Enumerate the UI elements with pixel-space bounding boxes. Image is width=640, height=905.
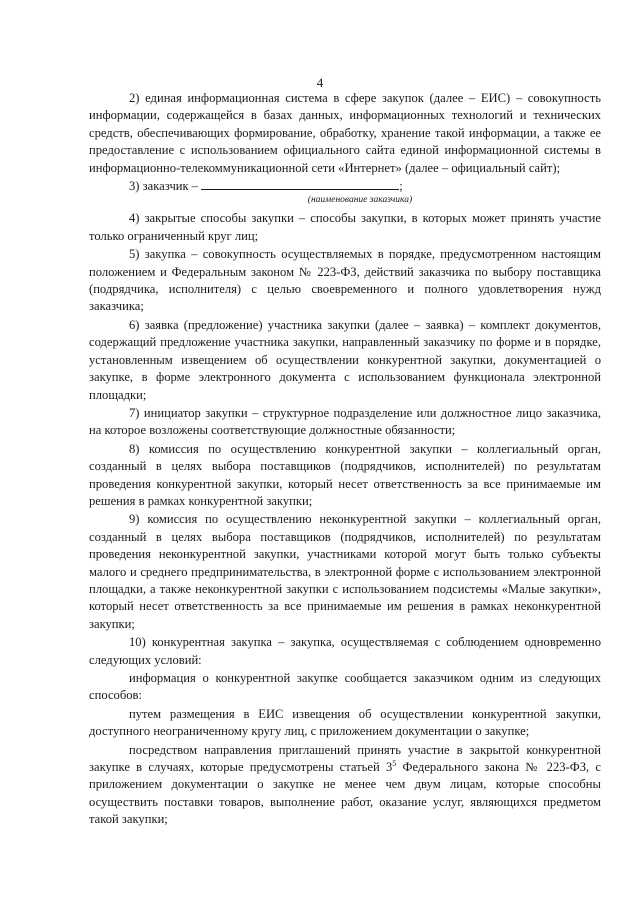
customer-name-caption: (наименование заказчика) — [307, 195, 413, 206]
item-10-c-text-2: Федерального закона № 223-ФЗ, с приложением документации о закупке не менее чем двум лицам, которые способны осуществить поставки товаров, выполнение работ, оказание услуг, являющихся предметом такой закупки; — [89, 760, 601, 827]
definition-item-8: 8) комиссия по осуществлению конкурентной закупки – коллегиальный орган, созданный в целях выбора поставщиков (подрядчиков, исполнителей) по результатам проведения конкурентной закупки, который несет ответственность за все принимаемые им решения в рамках конкурентной закупки; — [89, 441, 601, 508]
definition-item-9: 9) комиссия по осуществлению неконкурентной закупки – коллегиальный орган, созданный в целях выбора поставщиков (подрядчиков, исполнителей) по результатам проведения неконкурентной закупки, участниками которой могут быть только субъекты малого и среднего предпринимательства, в электронной форме с использованием электронной площадки, а также неконкурентной закупки с использованием подсистемы «Малые закупки», который несет ответственность за все принимаемые им решения в рамках неконкурентной закупки; — [89, 512, 601, 631]
definition-item-5: 5) закупка – совокупность осуществляемых в порядке, предусмотренном настоящим положением и Федеральным законом № 223-ФЗ, действий заказчика по выбору поставщика (подрядчика, исполнителя) с целью своевременного и полного удовлетворения нужд заказчика; — [89, 247, 601, 314]
item-10-method-invitations — [89, 742, 601, 829]
customer-name-blank — [201, 178, 399, 190]
article-superscript: 5 — [392, 758, 397, 768]
definition-item-7: 7) инициатор закупки – структурное подразделение или должностное лицо заказчика, на которое возложены соответствующие должностные обязанности; — [89, 405, 601, 438]
page-number: 4 — [316, 75, 324, 90]
definition-item-3 — [89, 178, 601, 195]
item-10-method-eis: путем размещения в ЕИС извещения об осуществлении конкурентной закупки, доступного неограниченному кругу лиц, с приложением документации о закупке; — [89, 706, 601, 739]
item-10-c-text-1: посредством направления приглашений принять участие в закрытой конкурентной закупке в случаях, которые предусмотрены статьей 3 — [89, 742, 601, 775]
document-body — [89, 90, 601, 830]
definition-item-10: 10) конкурентная закупка – закупка, осуществляемая с соблюдением одновременно следующих условий: — [89, 635, 601, 667]
item-10-condition-info: информация о конкурентной закупке сообщается заказчиком одним из следующих способов: — [89, 671, 601, 703]
definition-item-6: 6) заявка (предложение) участника закупки (далее – заявка) – комплект документов, содержащий предложение участника закупки, направленный заказчику по форме и в порядке, установленным извещением об осуществлении конкурентной закупки, документацией о закупке, в форме электронного документа с использованием функционала электронной площадки; — [89, 317, 601, 402]
item-3-suffix: ; — [399, 179, 403, 194]
definition-item-2: 2) единая информационная система в сфере закупок (далее – ЕИС) – совокупность информации, содержащейся в базах данных, информационных технологий и технических средств, обеспечивающих формирование, обработку, хранение такой информации, а также ее предоставление с использованием официального сайта единой информационной системы в информационно-телекоммуникационной сети «Интернет» (далее – официальный сайт); — [89, 91, 601, 175]
item-3-prefix: 3) заказчик – — [129, 179, 199, 194]
definition-item-4: 4) закрытые способы закупки – способы закупки, в которых может принять участие только ограниченный круг лиц; — [89, 211, 601, 243]
